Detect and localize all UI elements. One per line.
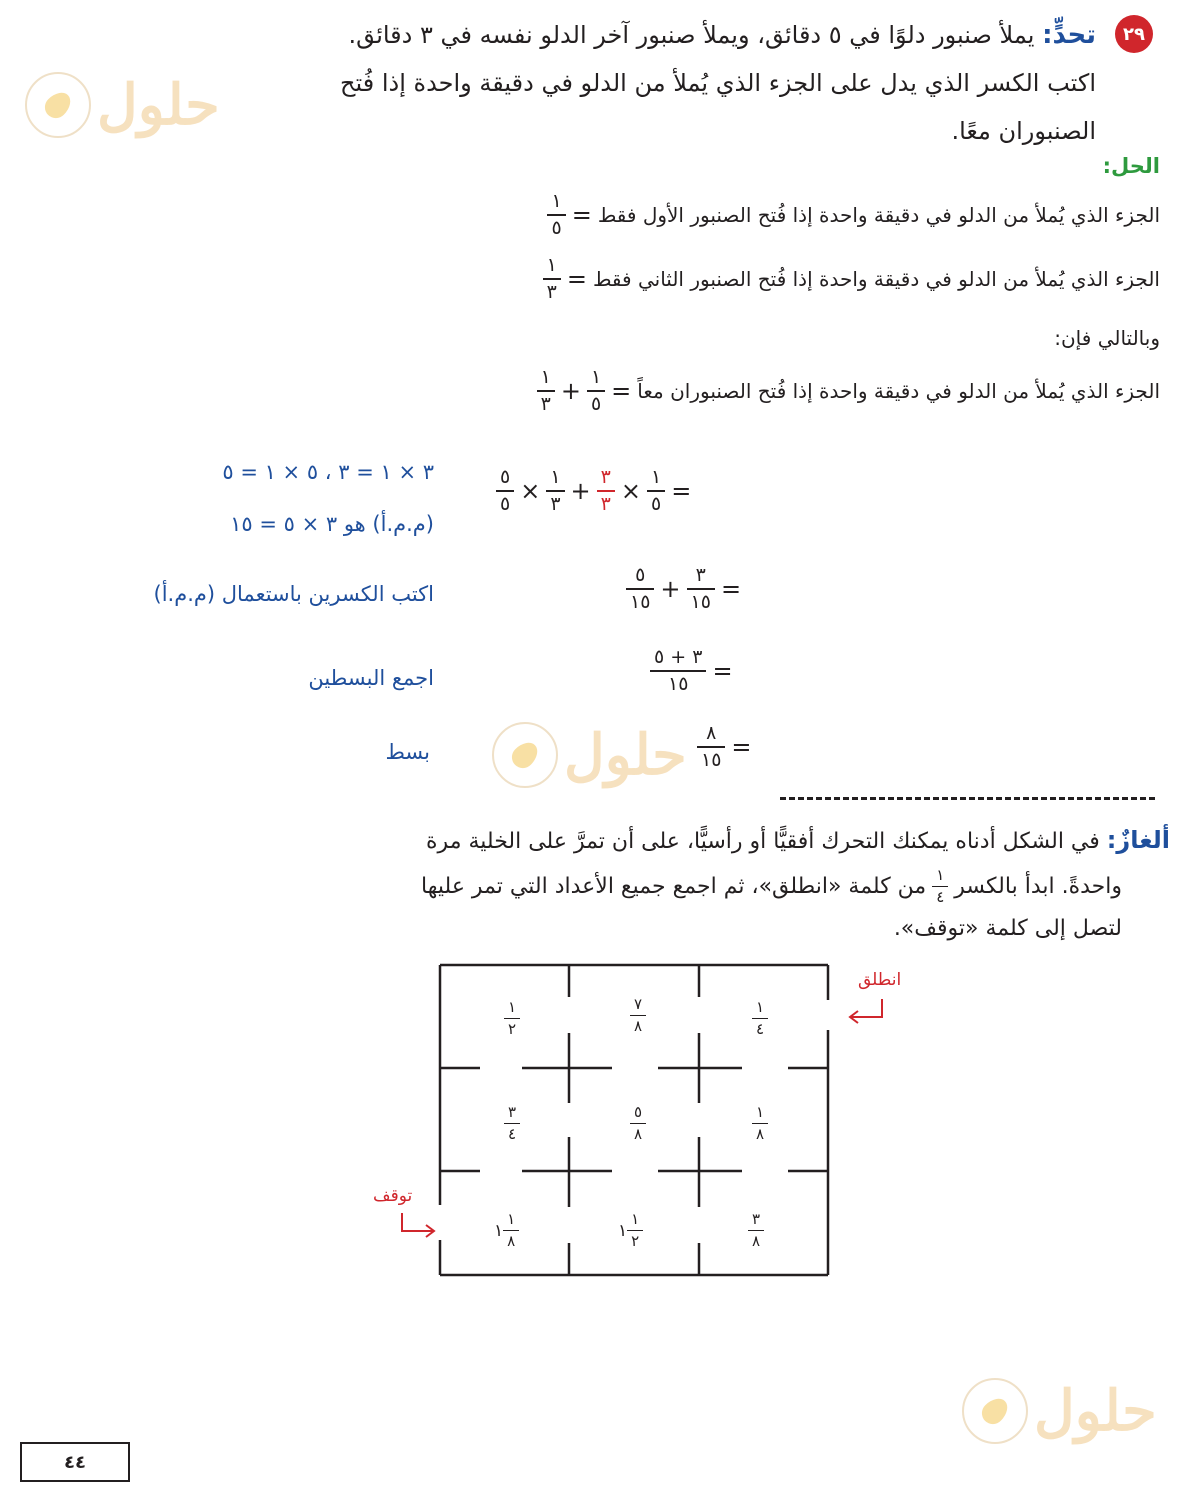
cell-fraction <box>752 1000 768 1037</box>
note-add-numerators: اجمع البسطين <box>308 666 434 690</box>
solution-row-both-taps <box>537 368 1160 414</box>
problem-statement-line3: الصنبوران معًا. <box>951 117 1096 145</box>
fraction-three-thirds <box>597 468 615 514</box>
cell-fraction <box>504 1000 520 1037</box>
numerator: ١ <box>546 254 557 276</box>
denominator: ٥ <box>551 217 562 239</box>
numerator: ٥ <box>500 466 511 488</box>
numerator: ١ <box>756 998 765 1016</box>
denominator: ٤ <box>936 888 945 906</box>
equals-sign: = <box>611 377 632 405</box>
times-sign: × <box>620 477 641 505</box>
problem-text-1: يملأ صنبور دلوًا في ٥ دقائق، ويملأ صنبور آخر الدلو نفسه في ٣ دقائق. <box>348 21 1035 49</box>
numerator: ٥ <box>634 1103 643 1121</box>
denominator: ٣ <box>540 393 551 415</box>
denominator: ٢ <box>631 1232 640 1250</box>
section-divider <box>780 797 1155 800</box>
denominator: ١٥ <box>690 591 711 613</box>
solution-row-second-tap <box>543 256 1160 302</box>
stop-label: توقف <box>373 1186 413 1206</box>
step2-equation <box>626 566 747 612</box>
puzzle-text-2a: واحدةً. ابدأ بالكسر <box>954 874 1122 899</box>
whole-number: ١ <box>494 1220 504 1241</box>
numerator: ١ <box>508 998 517 1016</box>
solution-label: الحل: <box>1102 154 1160 178</box>
equals-sign: = <box>731 733 752 761</box>
numerator: ٥ <box>635 564 646 586</box>
watermark-text: حلول <box>97 72 220 138</box>
fraction-five-fifths <box>496 468 514 514</box>
note-multiply: ٣ × ١ = ٣ ، ٥ × ١ = ٥ <box>222 460 434 484</box>
denominator: ١٥ <box>668 673 689 695</box>
problem-number: ٢٩ <box>1123 23 1145 45</box>
numerator: ١ <box>650 466 662 488</box>
puzzle-text-2b: من كلمة «انطلق»، ثم اجمع جميع الأعداد التي تمر عليها <box>421 874 927 899</box>
watermark-drop-icon <box>962 1378 1028 1444</box>
problem-statement-line1 <box>349 20 1096 50</box>
whole-number: ١ <box>618 1220 628 1241</box>
fraction-one-third <box>537 368 555 414</box>
row-text: الجزء الذي يُملأ من الدلو في دقيقة واحدة إذا فُتح الصنبور الأول فقط <box>597 203 1160 227</box>
denominator: ٥ <box>590 393 602 415</box>
denominator: ٥ <box>650 493 662 515</box>
times-sign: × <box>520 477 541 505</box>
fraction-one-fifth <box>587 368 605 414</box>
watermark-logo-top <box>25 72 220 138</box>
denominator: ٢ <box>508 1020 517 1038</box>
cell-fraction <box>752 1105 768 1142</box>
numerator: ١ <box>936 866 945 884</box>
denominator: ٣ <box>546 281 557 303</box>
start-arrow-icon <box>850 999 882 1023</box>
denominator: ٨ <box>752 1232 761 1250</box>
watermark-drop-icon <box>25 72 91 138</box>
numerator: ٨ <box>706 722 717 744</box>
fraction-one-fifth <box>547 192 565 238</box>
start-label: انطلق <box>858 970 902 990</box>
equals-sign: = <box>571 201 592 229</box>
denominator: ٨ <box>756 1125 765 1143</box>
plus-sign: + <box>560 377 581 405</box>
step4-equation <box>697 724 758 770</box>
denominator: ٥ <box>500 493 511 515</box>
denominator: ٣ <box>550 493 561 515</box>
fraction-one-third <box>543 256 561 302</box>
fraction-one-quarter <box>932 868 948 905</box>
step1-equation <box>496 468 697 514</box>
watermark-drop-icon <box>492 722 558 788</box>
numerator: ١ <box>507 1210 516 1228</box>
numerator: ١ <box>590 366 602 388</box>
denominator: ١٥ <box>630 591 651 613</box>
numerator: ١ <box>540 366 551 388</box>
watermark-logo-middle <box>492 722 687 788</box>
equals-sign: = <box>712 657 733 685</box>
maze-cell <box>630 1105 646 1142</box>
cell-fraction <box>504 1105 520 1142</box>
note-lcd: (م.م.أ) هو ٣ × ٥ = ١٥ <box>230 512 434 536</box>
problem-label: تحدٍّ: <box>1042 20 1096 50</box>
page-number-box <box>20 1442 130 1482</box>
maze-cell <box>752 1000 768 1037</box>
maze-cell <box>494 1212 519 1249</box>
puzzle-line1 <box>426 826 1170 854</box>
step3-equation <box>650 648 739 694</box>
plus-sign: + <box>660 575 681 603</box>
equals-sign: = <box>566 265 587 293</box>
puzzle-line3: لتصل إلى كلمة «توقف». <box>893 916 1122 941</box>
fraction-five-fifteenths <box>626 566 654 612</box>
numerator: ٣ <box>752 1210 761 1228</box>
puzzle-label: ألغازٌ: <box>1106 826 1170 854</box>
watermark-text: حلول <box>564 722 687 788</box>
fraction-eight-fifteenths <box>697 724 725 770</box>
row-text: الجزء الذي يُملأ من الدلو في دقيقة واحدة إذا فُتح الصنبور الثاني فقط <box>592 267 1160 291</box>
numerator: ١ <box>551 190 562 212</box>
maze-cell <box>748 1212 764 1249</box>
cell-fraction <box>503 1212 519 1249</box>
puzzle-line2 <box>421 868 1122 905</box>
fraction-one-third <box>546 468 564 514</box>
maze-cell <box>630 997 646 1034</box>
row-text: الجزء الذي يُملأ من الدلو في دقيقة واحدة إذا فُتح الصنبوران معاً <box>637 379 1160 403</box>
solution-row-first-tap <box>547 192 1160 238</box>
numerator: ٣ <box>508 1103 517 1121</box>
numerator: ١ <box>550 466 561 488</box>
maze-cell <box>504 1000 520 1037</box>
fraction-sum-over-fifteen <box>650 648 706 694</box>
maze-cell <box>752 1105 768 1142</box>
note-rewrite: اكتب الكسرين باستعمال (م.م.أ) <box>153 582 434 606</box>
denominator: ٤ <box>756 1020 765 1038</box>
denominator: ١٥ <box>701 749 722 771</box>
cell-fraction <box>627 1212 643 1249</box>
numerator: ٣ <box>695 564 706 586</box>
plus-sign: + <box>570 477 591 505</box>
denominator: ٨ <box>634 1125 643 1143</box>
denominator: ٨ <box>507 1232 516 1250</box>
watermark-text: حلول <box>1034 1378 1157 1444</box>
equals-sign: = <box>671 477 692 505</box>
cell-fraction <box>630 1105 646 1142</box>
fraction-one-fifth <box>647 468 665 514</box>
stop-arrow-icon <box>402 1213 434 1237</box>
numerator: ٣ <box>600 466 611 488</box>
cell-fraction <box>748 1212 764 1249</box>
maze-cell <box>618 1212 643 1249</box>
fraction-three-fifteenths <box>687 566 715 612</box>
equals-sign: = <box>720 575 742 603</box>
puzzle-text-1: في الشكل أدناه يمكنك التحرك أفقيًّا أو رأسيًّا، على أن تمرَّ على الخلية مرة <box>426 829 1100 854</box>
therefore-text: وبالتالي فإن: <box>1054 326 1160 350</box>
denominator: ٣ <box>600 493 611 515</box>
cell-fraction <box>630 997 646 1034</box>
page-number: ٤٤ <box>64 1451 86 1473</box>
watermark-logo-bottom <box>962 1378 1157 1444</box>
numerator: ١ <box>631 1210 640 1228</box>
denominator: ٤ <box>508 1125 517 1143</box>
maze-cell <box>504 1105 520 1142</box>
note-simplify: بسط <box>385 740 430 764</box>
problem-statement-line2: اكتب الكسر الذي يدل على الجزء الذي يُملأ من الدلو في دقيقة واحدة إذا فُتح <box>340 69 1096 97</box>
numerator: ١ <box>756 1103 765 1121</box>
denominator: ٨ <box>634 1017 643 1035</box>
problem-number-badge <box>1115 15 1153 53</box>
numerator: ٣ + ٥ <box>654 646 703 668</box>
numerator: ٧ <box>634 995 643 1013</box>
